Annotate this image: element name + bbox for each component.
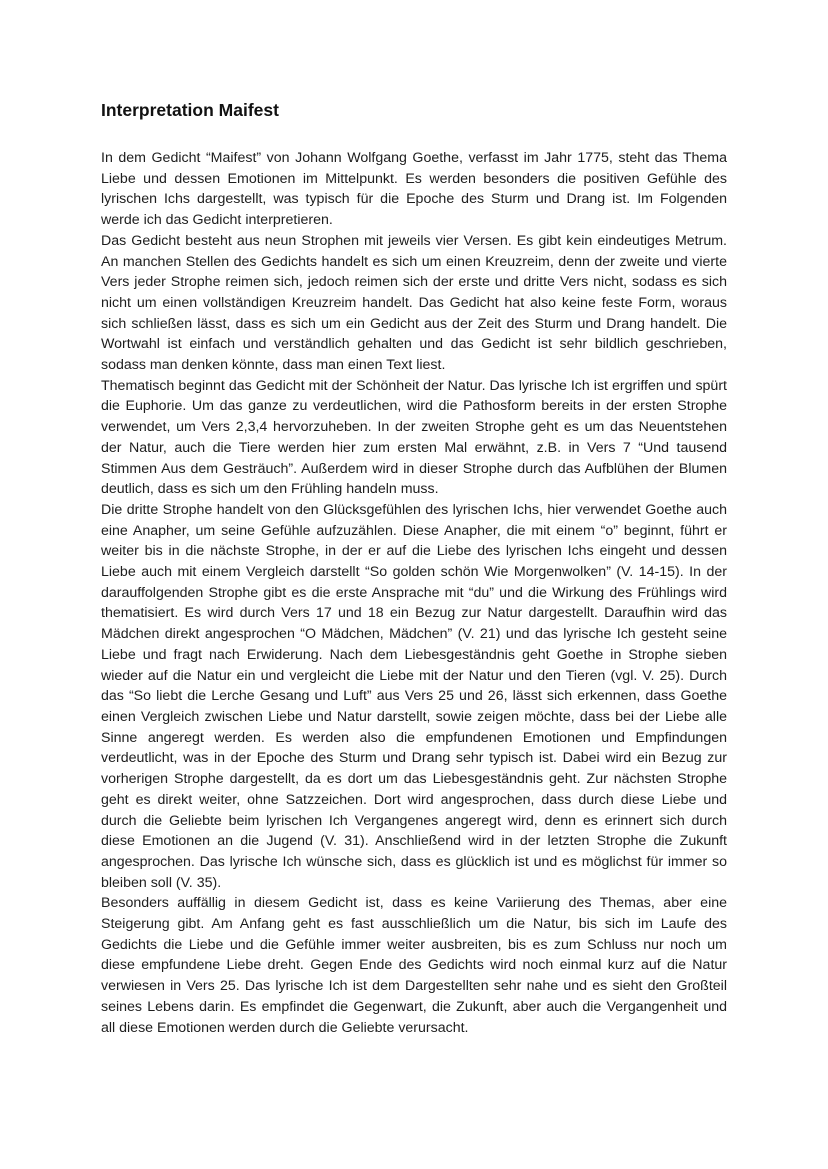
paragraph-form-analysis: Das Gedicht besteht aus neun Strophen mit jeweils vier Versen. Es gibt kein eindeutiges Metrum. An manchen Stellen des Gedichts handelt es sich um einen Kreuzreim, denn der zweite und vierte Vers jeder Strophe reimen sich, jedoch reimen sich der erste und dritte Vers nicht, sodass es sich nicht um einen vollständigen Kreuzreim handelt. Das Gedicht hat also keine feste Form, woraus sich schließen lässt, dass es sich um ein Gedicht aus der Zeit des Sturm und Drang handelt. Die Wortwahl ist einfach und verständlich gehalten und das Gedicht ist sehr bildlich geschrieben, sodass man denken könnte, dass man einen Text liest. (101, 232, 727, 374)
paragraph-introduction: In dem Gedicht “Maifest” von Johann Wolfgang Goethe, verfasst im Jahr 1775, steht das Thema Liebe und dessen Emotionen im Mittelpunkt. Es werden besonders die positiven Gefühle des lyrischen Ichs dargestellt, was typisch für die Epoche des Sturm und Drang ist. Im Folgenden werde ich das Gedicht interpretieren. (101, 150, 727, 229)
paragraph-conclusion: Besonders auffällig in diesem Gedicht ist, dass es keine Variierung des Themas, aber eine Steigerung gibt. Am Anfang geht es fast ausschließlich um die Natur, bis sich im Laufe des Gedichts die Liebe und die Gefühle immer weiter ausbreiten, bis es zum Schluss nur noch um diese empfundene Liebe dreht. Gegen Ende des Gedichts wird noch einmal kurz auf die Natur verwiesen in Vers 25. Das lyrische Ich ist dem Dargestellten sehr nahe und es sieht den Großteil seines Lebens darin. Es empfindet die Gegenwart, die Zukunft, aber auch die Vergangenheit und all diese Emotionen werden durch die Geliebte verursacht. (101, 895, 727, 1036)
paragraph-stanza-analysis: Die dritte Strophe handelt von den Glücksgefühlen des lyrischen Ichs, hier verwendet Goethe auch eine Anapher, um seine Gefühle aufzuzählen. Diese Anapher, die mit einem “o” beginnt, führt er weiter bis in die nächste Strophe, in der er auf die Liebe des lyrischen Ichs eingeht und dessen Liebe auch mit einem Vergleich darstellt “So golden schön Wie Morgenwolken” (V. 14-15). In der darauffolgenden Strophe gibt es die erste Ansprache mit “du” und die Wirkung des Frühlings wird thematisiert. Es wird durch Vers 17 und 18 ein Bezug zur Natur dargestellt. Daraufhin wird das Mädchen direkt angesprochen “O Mädchen, Mädchen” (V. 21) und das lyrische Ich gesteht seine Liebe und fragt nach Erwiderung. Nach dem Liebesgeständnis geht Goethe in Strophe sieben wieder auf die Natur ein und vergleicht die Liebe mit der Natur und den Tieren (vgl. V. 25). Durch das “So liebt die Lerche Gesang und Luft” aus Vers 25 und 26, lässt sich erkennen, dass Goethe einen Vergleich zwischen Liebe und Natur darstellt, sowie zeigen möchte, dass bei der Liebe alle Sinne angeregt werden. Es werden also die empfundenen Emotionen und Empfindungen verdeutlicht, was in der Epoche des Sturm und Drang sehr typisch ist. Dabei wird ein Bezug zur vorherigen Strophe dargestellt, da es dort um das Liebesgeständnis geht. Zur nächsten Strophe geht es direkt weiter, ohne Satzzeichen. Dort wird angesprochen, dass durch diese Liebe und durch die Geliebte beim lyrischen Ich Vergangenes angeregt wird, denn es erinnert sich durch diese Emotionen an die Jugend (V. 31). Anschließend wird in der letzten Strophe die Zukunft angesprochen. Das lyrische Ich wünsche sich, dass es glücklich ist und es möglichst für immer so bleiben soll (V. 35). (101, 501, 727, 891)
document-page (101, 98, 727, 1038)
paragraph-theme-nature: Thematisch beginnt das Gedicht mit der Schönheit der Natur. Das lyrische Ich ist ergriffen und spürt die Euphorie. Um das ganze zu verdeutlichen, wird die Pathosform bereits in der ersten Strophe verwendet, um Vers 2,3,4 hervorzuheben. In der zweiten Strophe geht es um das Neuentstehen der Natur, auch die Tiere werden hier zum ersten Mal erwähnt, z.B. in Vers 7 “Und tausend Stimmen Aus dem Gesträuch”. Außerdem wird in dieser Strophe durch das Aufblühen der Blumen deutlich, dass es sich um den Frühling handeln muss. (101, 377, 727, 498)
document-body (101, 148, 727, 1038)
document-title: Interpretation Maifest (101, 100, 279, 120)
